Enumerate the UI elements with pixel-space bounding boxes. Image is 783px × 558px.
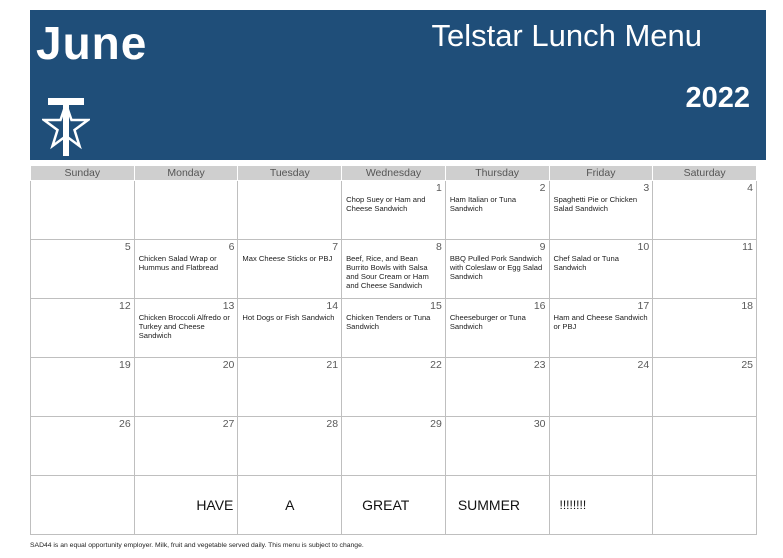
day-number: 18 (741, 300, 753, 312)
closing-cell (31, 476, 135, 535)
day-number: 27 (222, 418, 235, 430)
telstar-t-star-icon (42, 94, 90, 160)
closing-cell: !!!!!!!! (549, 476, 653, 535)
calendar-day-cell (31, 417, 135, 476)
day-number: 25 (741, 359, 753, 371)
year-label: 2022 (685, 82, 750, 114)
day-number: 2 (539, 182, 546, 194)
calendar-day-cell (238, 358, 342, 417)
day-number: 17 (637, 300, 650, 312)
menu-text: Ham Italian or Tuna Sandwich (449, 195, 517, 213)
calendar-day-cell (31, 240, 135, 299)
menu-text: Chef Salad or Tuna Sandwich (553, 254, 619, 272)
calendar-week-row (31, 417, 757, 476)
day-number: 14 (326, 300, 339, 312)
day-number: 15 (430, 300, 442, 312)
weekday-header: Friday (549, 166, 653, 181)
calendar-day-cell (653, 299, 757, 358)
menu-text (135, 371, 238, 372)
day-number: 26 (119, 418, 131, 430)
closing-cell (653, 476, 757, 535)
menu-text (238, 430, 341, 431)
day-number: 23 (533, 359, 546, 371)
calendar-day-cell (31, 181, 135, 240)
weekday-header: Tuesday (238, 166, 342, 181)
menu-text (342, 430, 445, 431)
menu-text (31, 312, 134, 313)
calendar-day-cell (653, 240, 757, 299)
day-number: 7 (332, 241, 339, 253)
calendar-day-cell (238, 417, 342, 476)
day-number: 11 (742, 241, 753, 253)
calendar-day-cell (549, 358, 653, 417)
closing-cell: GREAT (342, 476, 446, 535)
calendar-day-cell (342, 299, 446, 358)
calendar-day-cell (238, 299, 342, 358)
calendar-day-cell (342, 358, 446, 417)
header-banner (30, 10, 766, 160)
menu-text (446, 430, 549, 431)
calendar-day-cell (342, 417, 446, 476)
menu-text: Hot Dogs or Fish Sandwich (242, 313, 335, 322)
menu-text: Chicken Tenders or Tuna Sandwich (346, 313, 431, 331)
closing-cell: SUMMER (445, 476, 549, 535)
calendar-day-cell (134, 299, 238, 358)
month-title: June (36, 17, 148, 69)
menu-text (550, 371, 653, 372)
day-number: 30 (533, 418, 546, 430)
menu-text: Chop Suey or Ham and Cheese Sandwich (346, 195, 426, 213)
calendar-day-cell (31, 358, 135, 417)
calendar-day-cell (31, 299, 135, 358)
calendar-day-cell (445, 299, 549, 358)
day-number: 28 (326, 418, 339, 430)
weekday-header: Saturday (653, 166, 757, 181)
menu-text: Max Cheese Sticks or PBJ (242, 254, 333, 263)
calendar-day-cell (238, 181, 342, 240)
calendar-week-row (31, 358, 757, 417)
calendar-day-cell (445, 240, 549, 299)
day-number: 6 (228, 241, 235, 253)
day-number (653, 417, 756, 430)
day-number: 12 (119, 300, 131, 312)
day-number: 9 (539, 241, 546, 253)
calendar-day-cell (549, 181, 653, 240)
menu-text: Beef, Rice, and Bean Burrito Bowls with Salsa and Sour Cream or Ham and Cheese Sandwich (346, 254, 429, 290)
menu-text: Cheeseburger or Tuna Sandwich (449, 313, 526, 331)
weekday-header: Sunday (31, 166, 135, 181)
menu-text: Chicken Broccoli Alfredo or Turkey and Cheese Sandwich (138, 313, 230, 340)
day-number (238, 181, 341, 194)
day-number: 21 (326, 359, 339, 371)
day-number: 16 (533, 300, 546, 312)
calendar-day-cell (445, 181, 549, 240)
day-number (135, 181, 238, 194)
closing-message-row (31, 476, 757, 535)
menu-title: Telstar Lunch Menu (431, 18, 702, 53)
calendar-day-cell (549, 240, 653, 299)
weekday-header: Thursday (445, 166, 549, 181)
calendar-day-cell (445, 417, 549, 476)
calendar-week-row (31, 181, 757, 240)
weekday-header-row (31, 166, 757, 181)
day-number: 22 (430, 359, 442, 371)
menu-text (238, 371, 341, 372)
calendar-day-cell (134, 358, 238, 417)
menu-text (238, 194, 341, 195)
calendar-day-cell (134, 417, 238, 476)
day-number: 29 (430, 418, 442, 430)
day-number: 24 (637, 359, 650, 371)
menu-text (653, 253, 756, 254)
menu-text (135, 194, 238, 195)
menu-text (135, 430, 238, 431)
calendar-week-row (31, 299, 757, 358)
menu-text: Spaghetti Pie or Chicken Salad Sandwich (553, 195, 638, 213)
footer-note: SAD44 is an equal opportunity employer. Milk, fruit and vegetable served daily. This menu is subject to change. (30, 542, 364, 549)
day-number: 10 (637, 241, 650, 253)
calendar-day-cell (342, 240, 446, 299)
day-number: 4 (747, 182, 753, 194)
day-number: 19 (119, 359, 131, 371)
menu-text (446, 371, 549, 372)
menu-text: Chicken Salad Wrap or Hummus and Flatbread (138, 254, 219, 272)
calendar-day-cell (653, 181, 757, 240)
weekday-header: Wednesday (342, 166, 446, 181)
day-number: 1 (435, 182, 442, 194)
calendar-day-cell (134, 240, 238, 299)
menu-text (653, 371, 756, 372)
menu-text (31, 371, 134, 372)
calendar-day-cell (134, 181, 238, 240)
calendar-weeks (31, 181, 757, 476)
calendar-week-row (31, 240, 757, 299)
weekday-header: Monday (134, 166, 238, 181)
calendar-day-cell (653, 358, 757, 417)
menu-text (31, 253, 134, 254)
calendar-day-cell (653, 417, 757, 476)
calendar-day-cell (238, 240, 342, 299)
day-number (550, 417, 653, 430)
calendar-day-cell (549, 299, 653, 358)
day-number: 3 (643, 182, 650, 194)
calendar-day-cell (445, 358, 549, 417)
day-number: 8 (435, 241, 442, 253)
menu-text (342, 371, 445, 372)
day-number: 5 (124, 241, 131, 253)
closing-cell: HAVE (134, 476, 238, 535)
calendar-grid (30, 165, 757, 535)
menu-text (653, 312, 756, 313)
day-number: 13 (222, 300, 235, 312)
menu-text (653, 430, 756, 431)
menu-text: BBQ Pulled Pork Sandwich with Coleslaw or Egg Salad Sandwich (449, 254, 543, 281)
calendar-day-cell (549, 417, 653, 476)
day-number (31, 181, 134, 194)
menu-text: Ham and Cheese Sandwich or PBJ (553, 313, 648, 331)
calendar-day-cell (342, 181, 446, 240)
menu-text (653, 194, 756, 195)
menu-text (550, 430, 653, 431)
menu-text (31, 430, 134, 431)
closing-cell: A (238, 476, 342, 535)
day-number: 20 (222, 359, 235, 371)
menu-text (31, 194, 134, 195)
